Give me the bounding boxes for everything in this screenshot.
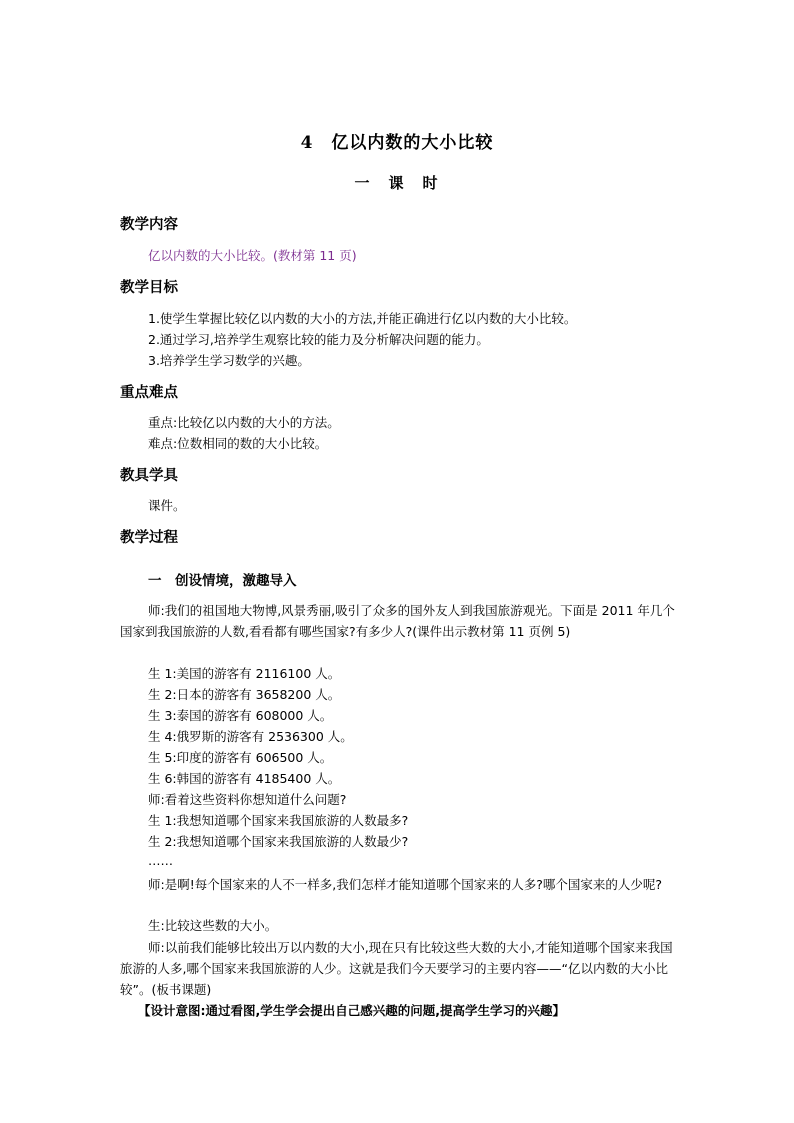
design-intent-note: 【设计意图:通过看图,学生学会提出自己感兴趣的问题,提高学生学习的兴趣】	[138, 1003, 565, 1018]
ellipsis-line: ……	[148, 853, 173, 868]
heading-process: 教学过程	[120, 530, 178, 546]
teacher-paragraph: 师:是啊!每个国家来的人不一样多,我们怎样才能知道哪个国家来的人多?哪个国家来的人少呢?	[148, 877, 662, 892]
heading-tools: 教具学具	[120, 468, 178, 484]
goal-item: 2.通过学习,培养学生观察比较的能力及分析解决问题的能力。	[148, 332, 489, 347]
heading-content: 教学内容	[120, 217, 178, 233]
content-text: 亿以内数的大小比较。(教材第 11 页)	[148, 248, 357, 263]
teacher-paragraph: 师:以前我们能够比较出万以内数的大小,现在只有比较这些大数的大小,才能知道哪个国家来我国旅游的人多,哪个国家来我国旅游的人少。这就是我们今天要学习的主要内容——“亿以内数的大小比较”。(板书课题)	[120, 940, 673, 997]
tools-text: 课件。	[148, 498, 186, 513]
goal-item: 1.使学生掌握比较亿以内数的大小的方法,并能正确进行亿以内数的大小比较。	[148, 311, 577, 326]
student-line: 生 2:日本的游客有 3658200 人。	[148, 687, 341, 702]
process-step-heading: 一 创设情境，激趣导入	[148, 573, 297, 589]
goal-item: 3.培养学生学习数学的兴趣。	[148, 353, 310, 368]
student-line: 生 1:美国的游客有 2116100 人。	[148, 666, 341, 681]
teacher-question: 师:看着这些资料你想知道什么问题?	[148, 792, 347, 807]
lesson-subtitle: 一 课 时	[354, 174, 440, 192]
student-line: 生 5:印度的游客有 606500 人。	[148, 750, 333, 765]
student-line: 生 4:俄罗斯的游客有 2536300 人。	[148, 729, 353, 744]
page-title: 4 亿以内数的大小比较	[300, 133, 494, 153]
student-line: 生 3:泰国的游客有 608000 人。	[148, 708, 333, 723]
student-line: 生:比较这些数的大小。	[148, 918, 278, 933]
student-line: 生 6:韩国的游客有 4185400 人。	[148, 771, 341, 786]
teacher-intro-paragraph: 师:我们的祖国地大物博,风景秀丽,吸引了众多的国外友人到我国旅游观光。下面是 2011 年几个国家到我国旅游的人数,看看都有哪些国家?有多少人?(课件出示教材第 11 页例 5)	[120, 603, 675, 639]
student-line: 生 2:我想知道哪个国家来我国旅游的人数最少?	[148, 834, 409, 849]
key-point-item: 重点:比较亿以内数的大小的方法。	[148, 415, 340, 430]
key-point-item: 难点:位数相同的数的大小比较。	[148, 436, 328, 451]
student-line: 生 1:我想知道哪个国家来我国旅游的人数最多?	[148, 813, 409, 828]
heading-goals: 教学目标	[120, 280, 178, 296]
heading-key-points: 重点难点	[120, 385, 178, 401]
